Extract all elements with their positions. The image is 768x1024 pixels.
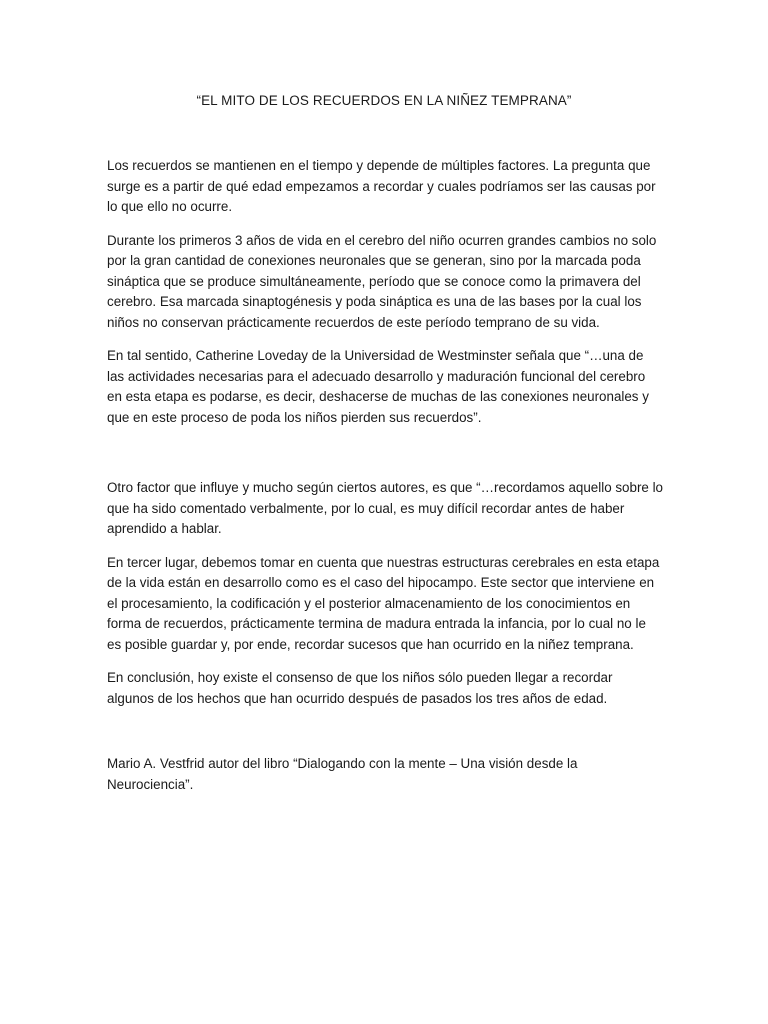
paragraph-conclusion: En conclusión, hoy existe el consenso de que los niños sólo pueden llegar a recordar algunos de los hechos que han ocurrido después de pasados los tres años de edad.	[107, 670, 613, 706]
paragraph-loveday-quote: En tal sentido, Catherine Loveday de la Universidad de Westminster señala que “…una de las actividades necesarias para el adecuado desarrollo y maduración funcional del cerebro en esta etapa es podarse, es decir, deshacerse de muchas de las conexiones neuronales y que en este proceso de poda los niños pierden sus recuerdos”.	[107, 348, 649, 425]
paragraph-hippocampus: En tercer lugar, debemos tomar en cuenta que nuestras estructuras cerebrales en esta etapa de la vida están en desarrollo como es el caso del hipocampo. Este sector que interviene en el procesamiento, la codificación y el posterior almacenamiento de los conocimientos en forma de recuerdos, prácticamente termina de madura entrada la infancia, por lo cual no le es posible guardar y, por ende, recordar sucesos que han ocurrido en la niñez temprana.	[107, 554, 660, 652]
paragraph-intro: Los recuerdos se mantienen en el tiempo y depende de múltiples factores. La pregunta que surge es a partir de qué edad empezamos a recordar y cuales podríamos ser las causas por lo que ello no ocurre.	[107, 158, 656, 214]
document-title: “EL MITO DE LOS RECUERDOS EN LA NIÑEZ TEMPRANA”	[196, 93, 572, 108]
document-body	[107, 156, 663, 795]
paragraph-first-years: Durante los primeros 3 años de vida en el cerebro del niño ocurren grandes cambios no solo por la gran cantidad de conexiones neuronales que se generan, sino por la marcada poda sináptica que se produce simultáneamente, período que se conoce como la primavera del cerebro. Esa marcada sinaptogénesis y poda sináptica es una de las bases por la cual los niños no conservan prácticamente recuerdos de este período temprano de su vida.	[107, 232, 657, 330]
author-signature: Mario A. Vestfrid autor del libro “Dialogando con la mente – Una visión desde la Neurociencia”.	[107, 756, 578, 792]
paragraph-verbal-factor: Otro factor que influye y mucho según ciertos autores, es que “…recordamos aquello sobre lo que ha sido comentado verbalmente, por lo cual, es muy difícil recordar antes de haber aprendido a hablar.	[107, 480, 663, 536]
